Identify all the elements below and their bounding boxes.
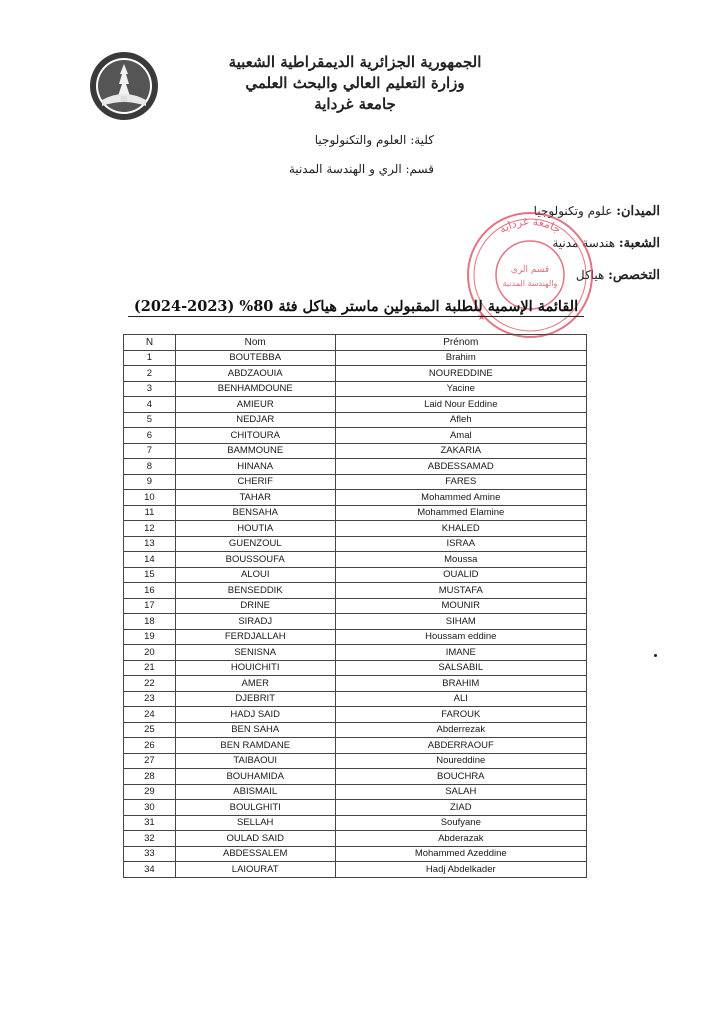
cell-n: 20 (124, 645, 176, 661)
cell-nom: CHITOURA (175, 428, 335, 444)
cell-n: 22 (124, 676, 176, 692)
table-row (124, 691, 587, 707)
cell-n: 18 (124, 614, 176, 630)
cell-n: 12 (124, 521, 176, 537)
cell-nom: TAHAR (175, 490, 335, 506)
cell-nom: HOUICHITI (175, 660, 335, 676)
table-row (124, 753, 587, 769)
cell-nom: BOULGHITI (175, 800, 335, 816)
cell-prenom: Houssam eddine (335, 629, 586, 645)
faculty-label: كلية: (410, 133, 434, 147)
cell-prenom: FARES (335, 474, 586, 490)
cell-n: 3 (124, 381, 176, 397)
cell-nom: BEN RAMDANE (175, 738, 335, 754)
department-value: الري و الهندسة المدنية (288, 162, 402, 176)
cell-prenom: Mohammed Amine (335, 490, 586, 506)
table-row (124, 552, 587, 568)
table-row (124, 660, 587, 676)
table-row (124, 707, 587, 723)
table-row (124, 474, 587, 490)
stamp-inner-line2: والهندسة المدنية (502, 279, 558, 288)
document-header (190, 52, 520, 115)
cell-prenom: Moussa (335, 552, 586, 568)
cell-nom: CHERIF (175, 474, 335, 490)
cell-nom: NEDJAR (175, 412, 335, 428)
cell-n: 7 (124, 443, 176, 459)
cell-prenom: Afleh (335, 412, 586, 428)
cell-nom: ALOUI (175, 567, 335, 583)
table-row (124, 567, 587, 583)
cell-nom: ABDZAOUIA (175, 366, 335, 382)
ministry-name: وزارة التعليم العالي والبحث العلمي (245, 74, 465, 92)
cell-nom: ABISMAIL (175, 784, 335, 800)
table-row (124, 412, 587, 428)
table-row (124, 815, 587, 831)
cell-prenom: Abderrezak (335, 722, 586, 738)
cell-n: 16 (124, 583, 176, 599)
cell-prenom: ZIAD (335, 800, 586, 816)
table-row (124, 800, 587, 816)
cell-nom: SELLAH (175, 815, 335, 831)
table-row (124, 381, 587, 397)
table-row (124, 862, 587, 878)
header-nom: Nom (175, 335, 335, 351)
students-table (123, 334, 587, 878)
header-prenom: Prénom (335, 335, 586, 351)
cell-n: 13 (124, 536, 176, 552)
table-row (124, 784, 587, 800)
table-row (124, 350, 587, 366)
table-row (124, 490, 587, 506)
cell-nom: SENISNA (175, 645, 335, 661)
cell-nom: BEN SAHA (175, 722, 335, 738)
faculty-line (315, 133, 434, 147)
cell-prenom: NOUREDDINE (335, 366, 586, 382)
cell-n: 6 (124, 428, 176, 444)
faculty-value: العلوم والتكنولوجيا (314, 133, 407, 147)
table-row (124, 614, 587, 630)
table-row (124, 443, 587, 459)
header-n: N (124, 335, 176, 351)
cell-prenom: ABDESSAMAD (335, 459, 586, 475)
table-row (124, 676, 587, 692)
cell-prenom: FAROUK (335, 707, 586, 723)
cell-prenom: Mohammed Elamine (335, 505, 586, 521)
cell-n: 24 (124, 707, 176, 723)
cell-n: 5 (124, 412, 176, 428)
cell-prenom: ZAKARIA (335, 443, 586, 459)
cell-n: 27 (124, 753, 176, 769)
cell-nom: BENHAMDOUNE (175, 381, 335, 397)
field-label: الميدان: (616, 204, 660, 219)
cell-prenom: SALAH (335, 784, 586, 800)
cell-n: 26 (124, 738, 176, 754)
cell-prenom: Noureddine (335, 753, 586, 769)
cell-n: 21 (124, 660, 176, 676)
cell-nom: BAMMOUNE (175, 443, 335, 459)
table-row (124, 831, 587, 847)
cell-prenom: SIHAM (335, 614, 586, 630)
cell-n: 33 (124, 846, 176, 862)
cell-n: 15 (124, 567, 176, 583)
cell-prenom: ALI (335, 691, 586, 707)
table-row (124, 598, 587, 614)
cell-prenom: BRAHIM (335, 676, 586, 692)
cell-n: 17 (124, 598, 176, 614)
cell-nom: OULAD SAID (175, 831, 335, 847)
cell-nom: GUENZOUL (175, 536, 335, 552)
cell-n: 29 (124, 784, 176, 800)
table-header-row (124, 335, 587, 351)
cell-n: 9 (124, 474, 176, 490)
stamp-outer-text: جامعة غرداية (496, 214, 564, 237)
cell-n: 30 (124, 800, 176, 816)
cell-nom: SIRADJ (175, 614, 335, 630)
cell-n: 25 (124, 722, 176, 738)
cell-prenom: Hadj Abdelkader (335, 862, 586, 878)
specialty-value: هياكل (575, 268, 605, 282)
table-row (124, 397, 587, 413)
table-row (124, 722, 587, 738)
republic-name: الجمهورية الجزائرية الديمقراطية الشعبية (228, 53, 482, 71)
cell-n: 31 (124, 815, 176, 831)
cell-prenom: Brahim (335, 350, 586, 366)
cell-nom: HINANA (175, 459, 335, 475)
university-logo (88, 50, 160, 122)
table-row (124, 536, 587, 552)
cell-prenom: MOUNIR (335, 598, 586, 614)
cell-nom: BENSAHA (175, 505, 335, 521)
cell-nom: AMIEUR (175, 397, 335, 413)
cell-nom: TAIBAOUI (175, 753, 335, 769)
cell-prenom: KHALED (335, 521, 586, 537)
cell-n: 4 (124, 397, 176, 413)
cell-prenom: Amal (335, 428, 586, 444)
cell-n: 10 (124, 490, 176, 506)
cell-prenom: ABDERRAOUF (335, 738, 586, 754)
field-value: علوم وتكنولوجيا (533, 204, 613, 218)
cell-n: 32 (124, 831, 176, 847)
cell-prenom: MUSTAFA (335, 583, 586, 599)
branch-value: هندسة مدنية (552, 236, 616, 250)
department-label: قسم: (405, 162, 434, 176)
table-row (124, 629, 587, 645)
table-row (124, 583, 587, 599)
cell-nom: HOUTIA (175, 521, 335, 537)
cell-n: 1 (124, 350, 176, 366)
table-row (124, 521, 587, 537)
cell-n: 14 (124, 552, 176, 568)
stamp-star-icon: ★ (477, 312, 486, 323)
table-row (124, 366, 587, 382)
cell-n: 23 (124, 691, 176, 707)
cell-nom: FERDJALLAH (175, 629, 335, 645)
cell-n: 28 (124, 769, 176, 785)
cell-prenom: Laid Nour Eddine (335, 397, 586, 413)
stamp-inner-line1: قسم الري (510, 265, 550, 275)
table-row (124, 846, 587, 862)
cell-prenom: BOUCHRA (335, 769, 586, 785)
cell-prenom: Mohammed Azeddine (335, 846, 586, 862)
cell-prenom: IMANE (335, 645, 586, 661)
cell-n: 19 (124, 629, 176, 645)
cell-nom: BOUTEBBA (175, 350, 335, 366)
table-row (124, 428, 587, 444)
cell-n: 2 (124, 366, 176, 382)
cell-prenom: SALSABIL (335, 660, 586, 676)
cell-nom: BOUSSOUFA (175, 552, 335, 568)
cell-prenom: Yacine (335, 381, 586, 397)
table-row (124, 769, 587, 785)
table-row (124, 645, 587, 661)
branch-label: الشعبة: (618, 236, 660, 251)
table-row (124, 738, 587, 754)
department-line (289, 162, 434, 176)
cell-nom: DRINE (175, 598, 335, 614)
specialty-label: التخصص: (608, 268, 660, 283)
cell-nom: LAIOURAT (175, 862, 335, 878)
cell-nom: ABDESSALEM (175, 846, 335, 862)
university-name: جامعة غرداية (314, 95, 396, 113)
cell-n: 8 (124, 459, 176, 475)
cell-nom: DJEBRIT (175, 691, 335, 707)
department-stamp (455, 200, 605, 350)
cell-prenom: Soufyane (335, 815, 586, 831)
stray-dot (654, 654, 657, 657)
cell-nom: BOUHAMIDA (175, 769, 335, 785)
cell-nom: AMER (175, 676, 335, 692)
cell-nom: BENSEDDIK (175, 583, 335, 599)
cell-prenom: Abderazak (335, 831, 586, 847)
cell-nom: HADJ SAID (175, 707, 335, 723)
cell-prenom: OUALID (335, 567, 586, 583)
cell-prenom: ISRAA (335, 536, 586, 552)
cell-n: 11 (124, 505, 176, 521)
cell-n: 34 (124, 862, 176, 878)
table-row (124, 505, 587, 521)
list-title: القائمة الإسمية للطلبة المقبولين ماستر هياكل فئة 80% (2023-2024) (128, 298, 584, 317)
table-row (124, 459, 587, 475)
